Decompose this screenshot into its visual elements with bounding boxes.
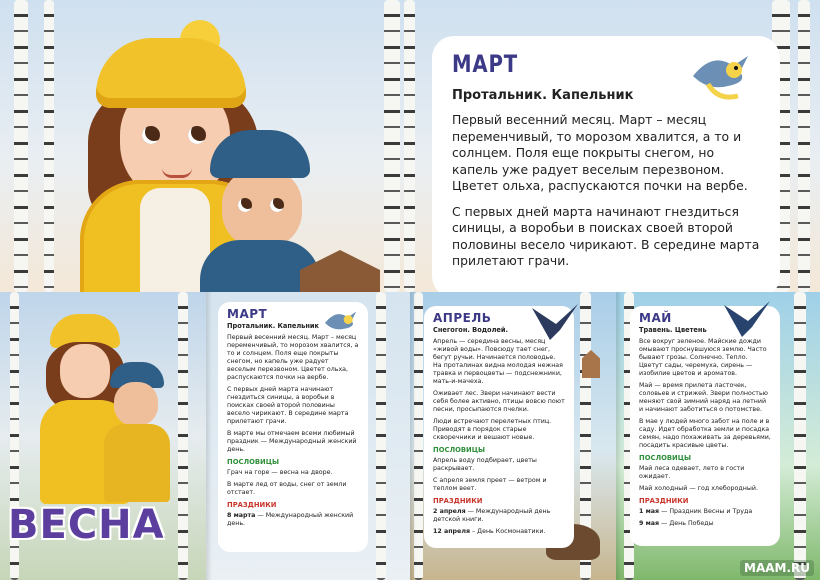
holidays-heading: ПРАЗДНИКИ — [639, 497, 689, 505]
proverbs-heading: ПОСЛОВИЦЫ — [227, 458, 280, 466]
birch-tree — [794, 292, 806, 580]
holiday-text: — День Победы — [659, 520, 714, 527]
holiday-date: 8 марта — [227, 512, 256, 519]
paragraph: Первый весенний месяц. Март – месяц переменчивый, то морозом хвалится, а то и солнцем. Поля еще покрыты снегом, но капель уже радует веселым перезвоном. Цветет ольха, распускаются почки на вербе. — [452, 112, 748, 193]
boy-illustration — [104, 362, 170, 502]
holiday — [433, 528, 565, 536]
boy-illustration — [200, 130, 320, 292]
holiday-text: — Международный день детской книги. — [433, 508, 551, 523]
titmouse-bird-icon — [320, 306, 364, 340]
paragraph: С первых дней марта начинают гнездиться синицы, а воробьи в поисках своей второй половины весело чирикают. В середине марта прилетают грачи. — [452, 203, 760, 268]
paragraph: Люди встречают перелетных птиц. Приводят в порядок старые скворечники и вешают новые. — [433, 418, 552, 441]
birch-tree — [404, 0, 415, 292]
paragraph: С первых дней марта начинают гнездиться синицы, а воробьи в поисках своей второй половины весело чирикают. В середине марта прилетают грачи. — [227, 386, 349, 425]
card-title: МАЙ — [639, 311, 672, 325]
proverb: В марте лед от воды, снег от земли отстает. — [227, 481, 347, 496]
holiday — [227, 512, 359, 528]
cover-panel — [0, 292, 206, 580]
birch-tree — [14, 0, 28, 292]
paragraph: Апрель — середина весны, месяц «живой воды». Повсюду тает снег, бегут ручьи. Начинается половодье. На проталинах видна молодая нежная травка и первоцветы — подснежники, мать-и-мачеха. — [433, 338, 563, 385]
birch-tree — [178, 292, 188, 580]
birch-tree — [798, 0, 810, 292]
paragraph: Май — время прилета ласточек, соловьев и стрижей. Звери полностью меняют свой зимний наряд на летний и начинают заботиться о потомстве. — [639, 382, 768, 413]
card-title: МАРТ — [452, 50, 518, 78]
titmouse-bird-icon — [688, 46, 758, 106]
proverb: Май леса одевает, лето в гости ожидает. — [639, 465, 745, 480]
holidays-heading: ПРАЗДНИКИ — [433, 497, 483, 505]
card-title: МАРТ — [227, 307, 268, 321]
holiday-date: 2 апреля — [433, 508, 466, 515]
holiday-text: — Международный женский день. — [227, 512, 354, 527]
holiday-date: 9 мая — [639, 520, 660, 527]
proverb: Апрель воду подбирает, цветы раскрывает. — [433, 457, 537, 472]
watermark: MAAM.RU — [740, 560, 814, 576]
card-subtitle: Снегогон. Водолей. — [433, 326, 509, 334]
fold-shadow — [206, 292, 212, 580]
card-subtitle: Протальник. Капельник — [452, 88, 634, 103]
birch-tree — [44, 0, 54, 292]
card-subtitle: Протальник. Капельник — [227, 322, 320, 330]
fold-shadow — [410, 292, 416, 580]
booklet-spread — [0, 292, 820, 580]
birch-tree — [384, 0, 400, 292]
proverbs-heading: ПОСЛОВИЦЫ — [433, 446, 486, 454]
holidays-heading: ПРАЗДНИКИ — [227, 501, 277, 509]
proverb: Грач на горе — весна на дворе. — [227, 469, 333, 476]
fold-shadow — [616, 292, 622, 580]
proverb: Май холодный — год хлебородный. — [639, 485, 758, 492]
may-card — [630, 306, 780, 546]
holiday-date: 12 апреля — [433, 528, 470, 535]
proverbs-heading: ПОСЛОВИЦЫ — [639, 454, 692, 462]
paragraph: В мае у людей много забот на поле и в саду. Идет обработка земли и посадка семян, надо похаживать за деревьями, посадить красивые цветы. — [639, 418, 771, 449]
holiday — [639, 520, 771, 528]
paragraph: Первый весенний месяц. Март – месяц переменчивый, то морозом хвалится, а то и солнцем. Поля еще покрыты снегом, но капель уже радует веселым перезвоном. Цветет ольха, распускаются почки на вербе. — [227, 334, 359, 381]
holiday-text: – День Космонавтики. — [470, 528, 546, 535]
holiday-text: — Праздник Весны и Труда — [659, 508, 753, 515]
swallow-bird-icon — [722, 298, 772, 340]
swallow-bird-icon — [530, 302, 580, 342]
card-title: АПРЕЛЬ — [433, 311, 492, 325]
paragraph: В марте мы отмечаем всеми любимый праздник — Международный женский день. — [227, 430, 357, 453]
march-card-zoom — [432, 36, 780, 292]
birch-tree — [376, 292, 386, 580]
paragraph: Все вокруг зеленое. Майские дожди омывают проснувшуюся землю. Часто бывают грозы. Солнечно. Тепло. Цветут сады, черемуха, сирень — изобилие цветов и ароматов. — [639, 338, 767, 377]
april-card — [424, 306, 574, 548]
holiday — [433, 508, 565, 524]
card-subtitle: Травень. Цветень — [639, 326, 707, 334]
holiday-date: 1 мая — [639, 508, 660, 515]
paragraph: Оживает лес. Звери начинают вести себя более активно, птицы вовсю поют песни, просыпаются пчелки. — [433, 390, 565, 413]
holiday — [639, 508, 771, 516]
cover-title: ВЕСНА — [8, 502, 165, 548]
proverb: С апреля земля преет — ветром и теплом веет. — [433, 477, 547, 492]
